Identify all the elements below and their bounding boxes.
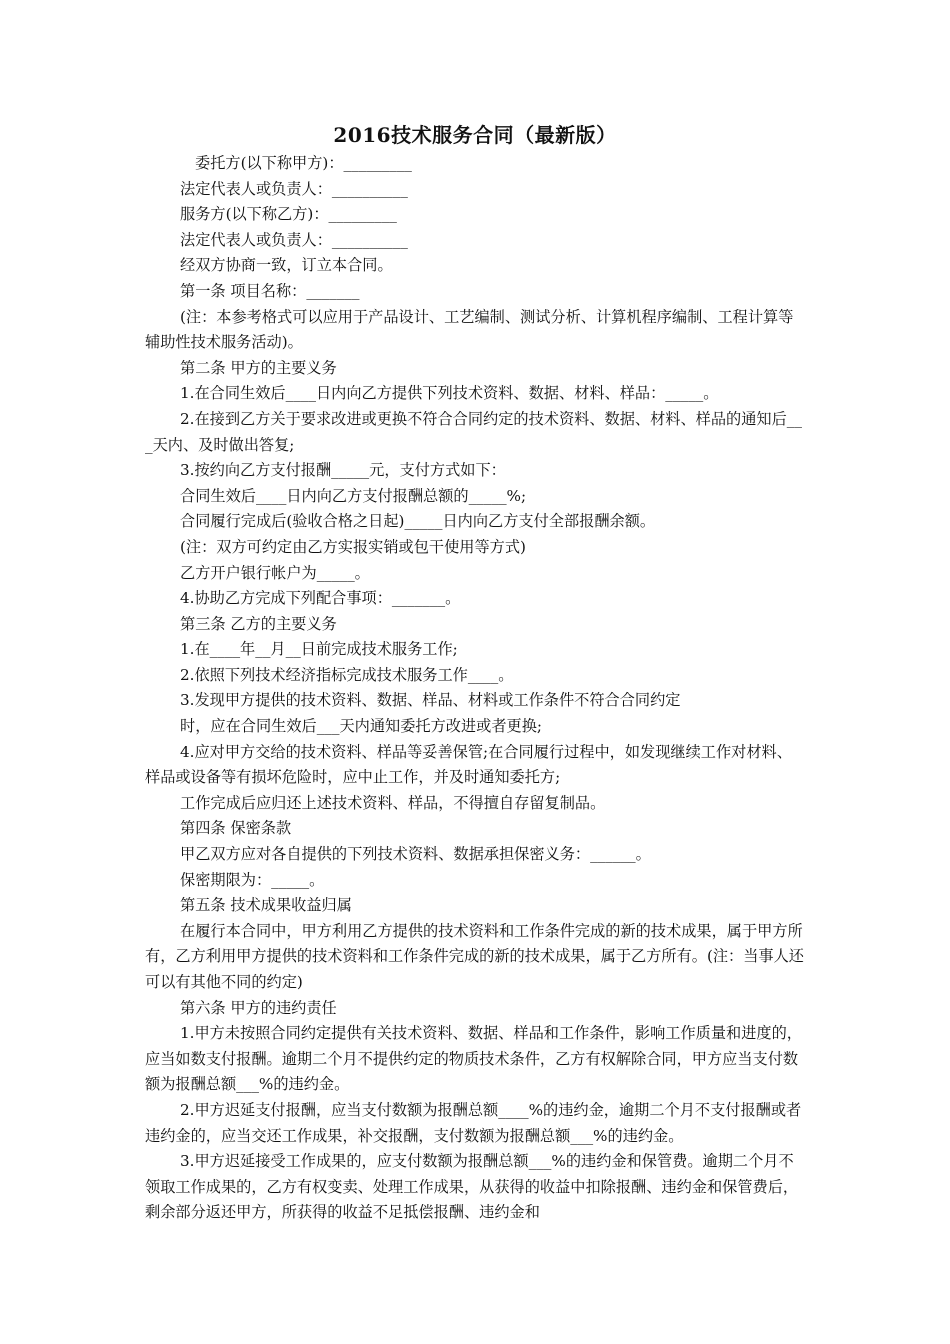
- article-3-heading: 第三条 乙方的主要义务: [180, 614, 337, 633]
- article-3-item-2: 2.依照下列技术经济指标完成技术服务工作____。: [180, 665, 514, 684]
- article-2-item-4: 4.协助乙方完成下列配合事项：_______。: [180, 589, 461, 608]
- article-4-heading: 第四条 保密条款: [180, 819, 292, 838]
- article-2-item-1: 1.在合同生效后____日内向乙方提供下列技术资料、数据、材料、样品：_____。: [180, 384, 719, 403]
- article-4-period: 保密期限为：_____。: [180, 870, 325, 889]
- article-2-item-2: 2.在接到乙方关于要求改进或更换不符合合同约定的技术资料、数据、材料、样品的通知后___天内、及时做出答复;: [145, 409, 802, 454]
- article-4-confidential: 甲乙双方应对各自提供的下列技术资料、数据承担保密义务：______。: [180, 845, 651, 864]
- article-2-heading: 第二条 甲方的主要义务: [180, 358, 337, 377]
- article-6-item-1: 1.甲方未按照合同约定提供有关技术资料、数据、样品和工作条件，影响工作质量和进度的，应当如数支付报酬。逾期二个月不提供约定的物质技术条件，乙方有权解除合同，甲方应当支付数额为报酬总额___%的违约金。: [145, 1024, 802, 1094]
- document-title: 2016技术服务合同（最新版）: [333, 123, 617, 147]
- payment-note: (注：双方可约定由乙方实报实销或包干使用等方式): [180, 537, 526, 556]
- party-b-line: 服务方(以下称乙方)：_________: [180, 205, 397, 224]
- article-1-note: (注：本参考格式可以应用于产品设计、工艺编制、测试分析、计算机程序编制、工程计算等辅助性技术服务活动)。: [145, 307, 794, 352]
- article-6-item-3: 3.甲方迟延接受工作成果的，应支付数额为报酬总额___%的违约金和保管费。逾期二个月不领取工作成果的，乙方有权变卖、处理工作成果，从获得的收益中扣除报酬、违约金和保管费后，剩余部分返还甲方，所获得的收益不足抵偿报酬、违约金和: [145, 1152, 799, 1222]
- party-b-representative-line: 法定代表人或负责人：__________: [180, 230, 408, 249]
- article-6-heading: 第六条 甲方的违约责任: [180, 998, 337, 1017]
- payment-line-2: 合同履行完成后(验收合格之日起)_____日内向乙方支付全部报酬余额。: [180, 512, 656, 531]
- bank-account-line: 乙方开户银行帐户为_____。: [180, 563, 370, 582]
- article-2-item-3: 3.按约向乙方支付报酬_____元，支付方式如下：: [180, 461, 506, 480]
- article-5-heading: 第五条 技术成果收益归属: [180, 896, 352, 915]
- party-a-line: 委托方(以下称甲方)：_________: [195, 154, 412, 172]
- payment-line-1: 合同生效后____日内向乙方支付报酬总额的_____%;: [180, 486, 527, 505]
- article-3-item-1: 1.在____年__月__日前完成技术服务工作;: [180, 640, 458, 659]
- article-5-body: 在履行本合同中，甲方利用乙方提供的技术资料和工作条件完成的新的技术成果，属于甲方所有，乙方利用甲方提供的技术资料和工作条件完成的新的技术成果，属于乙方所有。(注：当事人还可以有其他不同的约定): [145, 921, 804, 991]
- article-1-heading: 第一条 项目名称：_______: [180, 281, 360, 300]
- article-6-item-2: 2.甲方迟延支付报酬，应当支付数额为报酬总额____%的违约金，逾期二个月不支付报酬或者违约金的，应当交还工作成果，补交报酬，支付数额为报酬总额___%的违约金。: [145, 1100, 802, 1145]
- article-3-item-3-cont: 时，应在合同生效后___天内通知委托方改进或者更换;: [180, 717, 543, 736]
- article-3-return-line: 工作完成后应归还上述技术资料、样品，不得擅自存留复制品。: [180, 793, 606, 812]
- article-3-item-4: 4.应对甲方交给的技术资料、样品等妥善保管;在合同履行过程中，如发现继续工作对材料、样品或设备等有损坏危险时，应中止工作，并及时通知委托方;: [145, 742, 792, 787]
- document-body: [145, 151, 807, 1226]
- article-3-item-3: 3.发现甲方提供的技术资料、数据、样品、材料或工作条件不符合合同约定: [180, 691, 681, 710]
- party-a-representative-line: 法定代表人或负责人：__________: [180, 179, 408, 198]
- agreement-statement: 经双方协商一致，订立本合同。: [180, 256, 393, 275]
